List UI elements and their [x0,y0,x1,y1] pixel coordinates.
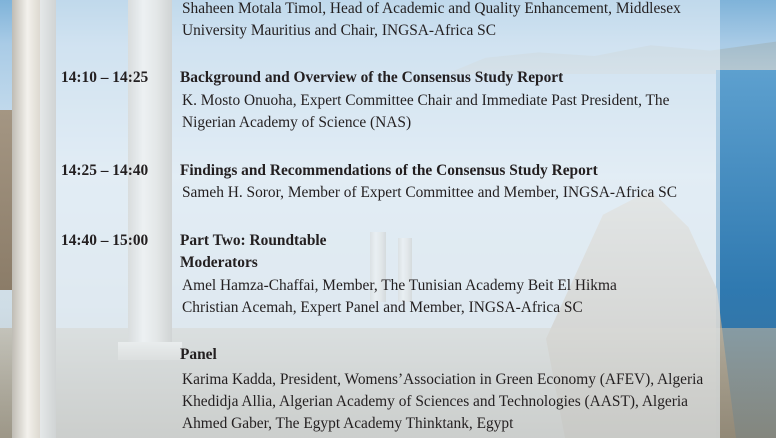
session-time: 14:40 – 15:00 [61,232,149,249]
panelist-line: Khedidja Allia, Algerian Academy of Sciences and Technologies (AAST), Algeria [182,393,688,410]
session-title: Findings and Recommendations of the Consensus Study Report [180,162,598,179]
panel-heading: Panel [180,346,217,363]
session-speaker-line: Sameh H. Soror, Member of Expert Committee and Member, INGSA-Africa SC [182,184,678,201]
session-title: Background and Overview of the Consensus Study Report [180,69,564,86]
moderators-heading: Moderators [180,254,258,271]
panelist-line: Ahmed Gaber, The Egypt Academy Thinktank, Egypt [182,415,514,432]
session-title: Part Two: Roundtable [180,232,327,249]
moderator-line: Christian Acemah, Expert Panel and Member, INGSA-Africa SC [182,299,583,316]
session-speaker-line: Nigerian Academy of Science (NAS) [182,114,412,131]
intro-speaker-line-1: Shaheen Motala Timol, Head of Academic and Quality Enhancement, Middlesex [182,0,681,17]
panelist-line: Karima Kadda, President, Womens’Association in Green Economy (AFEV), Algeria [182,371,704,388]
session-speaker-line: K. Mosto Onuoha, Expert Committee Chair and Immediate Past President, The [182,92,670,109]
session-time: 14:25 – 14:40 [61,162,149,179]
session-time: 14:10 – 14:25 [61,69,149,86]
moderator-line: Amel Hamza-Chaffai, Member, The Tunisian Academy Beit El Hikma [182,277,617,294]
intro-speaker-line-2: University Mauritius and Chair, INGSA-Africa SC [182,22,496,39]
